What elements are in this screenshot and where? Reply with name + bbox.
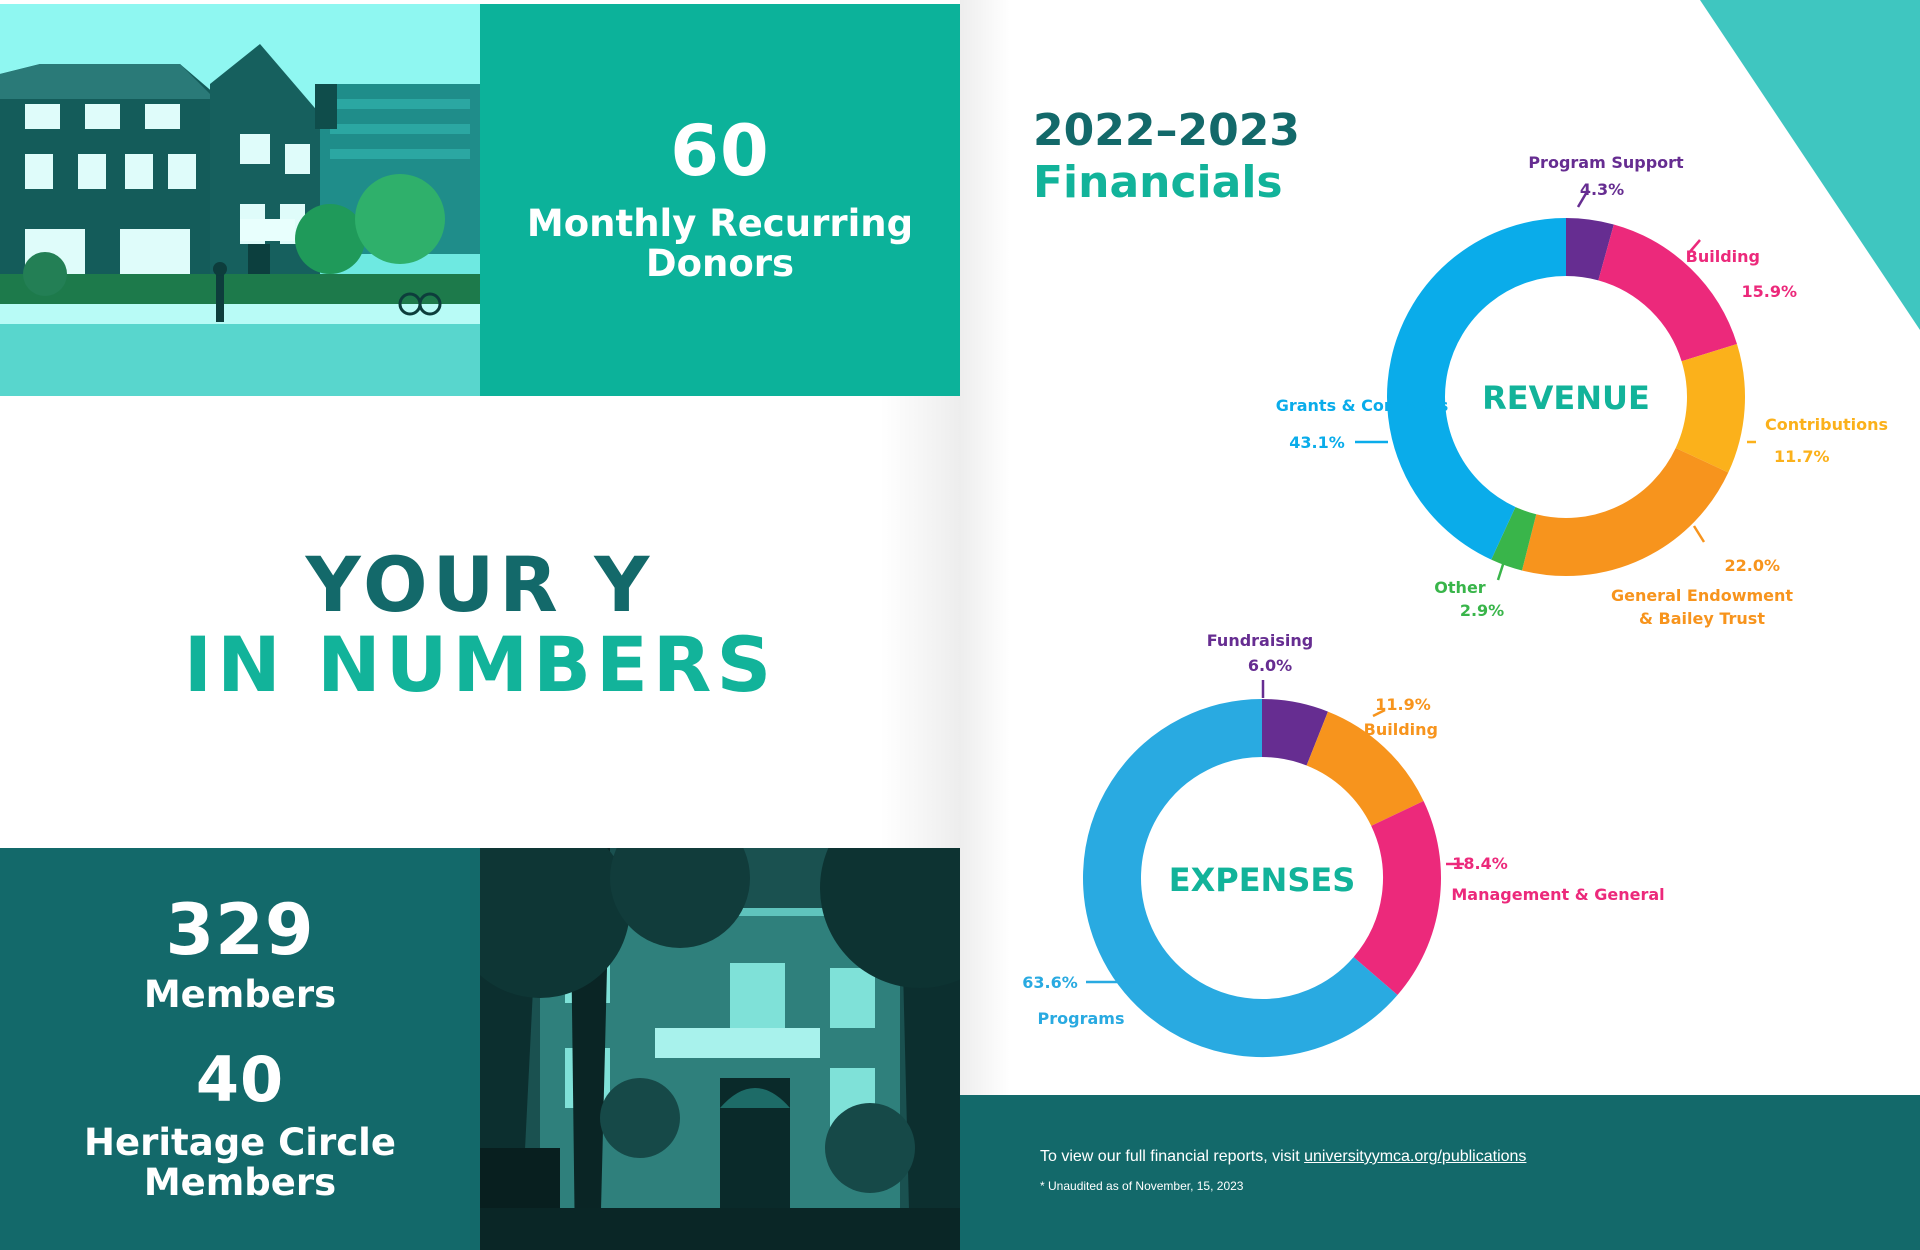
- revenue-value-program-support: 4.3%: [1579, 180, 1625, 199]
- revenue-label-program-support: Program Support: [1528, 153, 1684, 172]
- members-stat-tile: [0, 848, 480, 1250]
- right-page: [960, 0, 1920, 1250]
- donors-count: 60: [670, 110, 770, 193]
- expenses-label-fundraising: Fundraising: [1206, 631, 1314, 650]
- revenue-slice-contributions: [1702, 353, 1716, 461]
- donors-stat-tile: [480, 4, 960, 396]
- footer-prompt: To view our full financial reports, visit: [1040, 1148, 1300, 1165]
- expenses-value-building: 11.9%: [1375, 695, 1431, 714]
- headline-line1: YOUR Y: [305, 540, 655, 629]
- donors-label-line2: Donors: [645, 242, 795, 285]
- heritage-label-line2: Members: [143, 1160, 337, 1204]
- revenue-value-grants: 43.1%: [1289, 433, 1345, 452]
- revenue-label-building: Building: [1685, 247, 1760, 266]
- expenses-center-title: EXPENSES: [1168, 861, 1356, 899]
- footer-text: [1040, 1148, 1526, 1166]
- members-label: Members: [143, 973, 337, 1017]
- revenue-label-contributions: Contributions: [1765, 415, 1889, 434]
- revenue-slice-program-support: [1566, 247, 1606, 252]
- expenses-value-management: 18.4%: [1452, 854, 1508, 873]
- photo-ymca-building-street: [0, 4, 480, 396]
- members-count: 329: [165, 889, 315, 972]
- revenue-label-endowment-line2: & Bailey Trust: [1639, 609, 1765, 628]
- financial-donut-charts: [960, 0, 1920, 1095]
- revenue-value-contributions: 11.7%: [1774, 447, 1830, 466]
- expenses-value-programs: 63.6%: [1022, 973, 1078, 992]
- expenses-slice-fundraising: [1262, 728, 1317, 739]
- revenue-label-other: Other: [1434, 578, 1486, 597]
- unaudited-note: * Unaudited as of November, 15, 2023: [1040, 1179, 1244, 1193]
- title-financials: Financials: [1033, 157, 1283, 208]
- donors-label-line1: Monthly Recurring: [526, 202, 914, 246]
- headline-line2: IN NUMBERS: [183, 620, 777, 709]
- page-headline: [0, 540, 960, 709]
- heritage-label-line1: Heritage Circle: [84, 1121, 396, 1165]
- photo-ymca-entrance-trees: [480, 848, 960, 1250]
- revenue-slice-building: [1606, 252, 1709, 352]
- expenses-label-building: Building: [1363, 720, 1438, 739]
- expenses-slice-management-general: [1376, 813, 1412, 976]
- expenses-value-fundraising: 6.0%: [1247, 656, 1293, 675]
- revenue-value-building: 15.9%: [1741, 282, 1797, 301]
- expenses-slice-building: [1317, 739, 1397, 814]
- revenue-slice-general-endowment-bailey-trust: [1529, 460, 1702, 547]
- spine-shadow: [880, 396, 960, 848]
- revenue-value-endowment: 22.0%: [1724, 556, 1780, 575]
- financial-footer: [960, 1095, 1920, 1250]
- revenue-slice-other: [1503, 533, 1529, 542]
- heritage-count: 40: [195, 1043, 285, 1117]
- revenue-value-other: 2.9%: [1459, 601, 1505, 620]
- revenue-label-grants: Grants & Contracts: [1275, 396, 1449, 415]
- expenses-label-programs: Programs: [1037, 1009, 1125, 1028]
- title-year: 2022–2023: [1033, 105, 1300, 156]
- expenses-label-management: Management & General: [1451, 885, 1665, 904]
- revenue-label-endowment-line1: General Endowment: [1610, 586, 1794, 605]
- revenue-center-title: REVENUE: [1482, 379, 1650, 417]
- publications-link[interactable]: universityymca.org/publications: [1304, 1148, 1527, 1165]
